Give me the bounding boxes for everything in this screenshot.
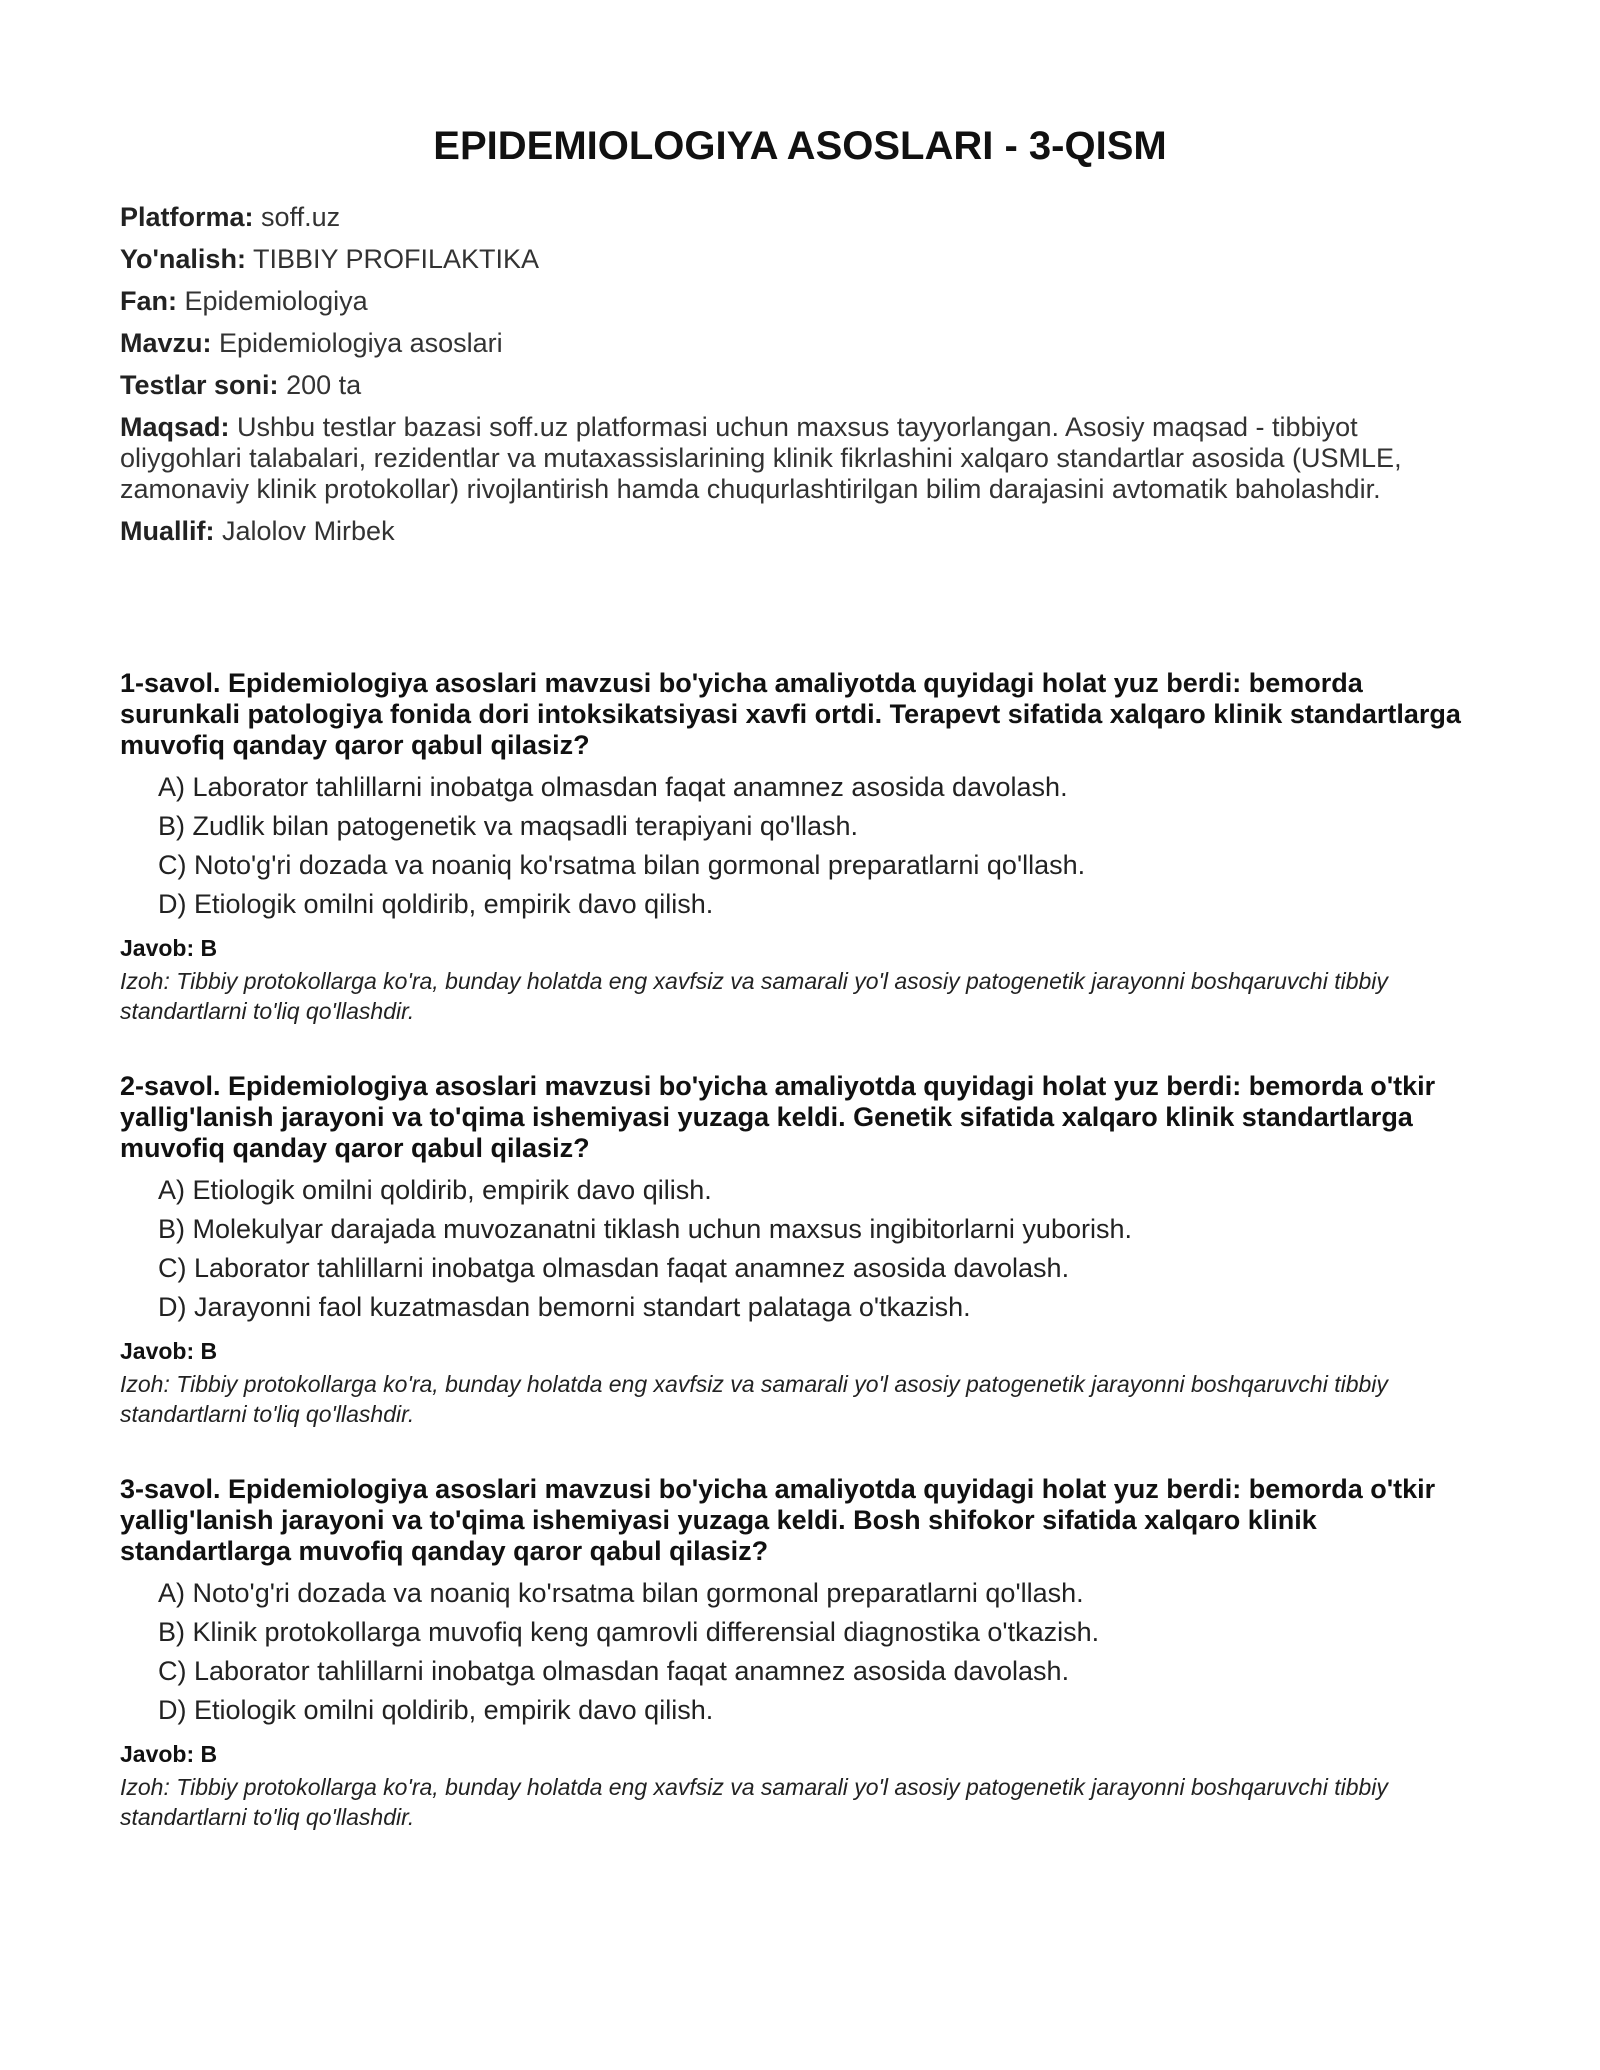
meta-platform: [120, 202, 1480, 233]
answer-explanation: Izoh: Tibbiy protokollarga ko'ra, bunday holatda eng xavfsiz va samarali yo'l asosiy patogenetik jarayonni boshqaruvchi tibbiy standartlarni to'liq qo'llashdir.: [120, 968, 1388, 1024]
option-c: C) Laborator tahlillarni inobatga olmasdan faqat anamnez asosida davolash.: [158, 1656, 1070, 1686]
meta-test-count: [120, 370, 1480, 401]
option-a: A) Etiologik omilni qoldirib, empirik davo qilish.: [158, 1175, 712, 1205]
meta-key: Testlar soni:: [120, 370, 279, 400]
option-b: B) Zudlik bilan patogenetik va maqsadli terapiyani qo'llash.: [158, 811, 859, 841]
document-metadata: [120, 202, 1480, 558]
meta-purpose: [120, 412, 1480, 505]
meta-value: Ushbu testlar bazasi soff.uz platformasi uchun maxsus tayyorlangan. Asosiy maqsad - tibbiyot oliygohlari talabalari, rezidentlar va mutaxassislarining klinik fikrlashini xalqaro standartlar asosida (USMLE, zamonaviy klinik protokollar) rivojlantirish hamda chuqurlashtirilgan bilim darajasini avtomatik baholashdir.: [120, 412, 1402, 504]
answer-explanation: Izoh: Tibbiy protokollarga ko'ra, bunday holatda eng xavfsiz va samarali yo'l asosiy patogenetik jarayonni boshqaruvchi tibbiy standartlarni to'liq qo'llashdir.: [120, 1774, 1388, 1830]
correct-answer: Javob: B: [120, 1338, 218, 1364]
meta-key: Platforma:: [120, 202, 254, 232]
meta-value: Epidemiologiya: [184, 286, 368, 316]
meta-topic: [120, 328, 1480, 359]
option-c: C) Noto'g'ri dozada va noaniq ko'rsatma bilan gormonal preparatlarni qo'llash.: [158, 850, 1086, 880]
option-d: D) Etiologik omilni qoldirib, empirik davo qilish.: [158, 1695, 714, 1725]
meta-value: soff.uz: [261, 202, 341, 232]
correct-answer: Javob: B: [120, 1741, 218, 1767]
option-b: B) Klinik protokollarga muvofiq keng qamrovli differensial diagnostika o'tkazish.: [158, 1617, 1100, 1647]
question-item: [120, 1474, 1480, 1832]
correct-answer: Javob: B: [120, 935, 218, 961]
option-b: B) Molekulyar darajada muvozanatni tiklash uchun maxsus ingibitorlarni yuborish.: [158, 1214, 1132, 1244]
meta-value: 200 ta: [286, 370, 362, 400]
option-c: C) Laborator tahlillarni inobatga olmasdan faqat anamnez asosida davolash.: [158, 1253, 1070, 1283]
meta-direction: [120, 244, 1480, 275]
question-item: [120, 668, 1480, 1026]
answer-options: [120, 1175, 1480, 1323]
answer-options: [120, 1578, 1480, 1726]
meta-key: Fan:: [120, 286, 177, 316]
meta-key: Muallif:: [120, 516, 215, 546]
question-list: [120, 668, 1480, 1877]
question-text: 2-savol. Epidemiologiya asoslari mavzusi bo'yicha amaliyotda quyidagi holat yuz berdi: bemorda o'tkir yallig'lanish jarayoni va to'qima ishemiyasi yuzaga keldi. Genetik sifatida xalqaro klinik standartlarga muvofiq qanday qaror qabul qilasiz?: [120, 1071, 1436, 1163]
meta-value: TIBBIY PROFILAKTIKA: [252, 244, 540, 274]
meta-subject: [120, 286, 1480, 317]
meta-value: Epidemiologiya asoslari: [219, 328, 503, 358]
meta-key: Mavzu:: [120, 328, 212, 358]
option-d: D) Etiologik omilni qoldirib, empirik davo qilish.: [158, 889, 714, 919]
meta-author: [120, 516, 1480, 547]
option-a: A) Noto'g'ri dozada va noaniq ko'rsatma bilan gormonal preparatlarni qo'llash.: [158, 1578, 1084, 1608]
option-a: A) Laborator tahlillarni inobatga olmasdan faqat anamnez asosida davolash.: [158, 772, 1068, 802]
question-item: [120, 1071, 1480, 1429]
answer-options: [120, 772, 1480, 920]
answer-explanation: Izoh: Tibbiy protokollarga ko'ra, bunday holatda eng xavfsiz va samarali yo'l asosiy patogenetik jarayonni boshqaruvchi tibbiy standartlarni to'liq qo'llashdir.: [120, 1371, 1388, 1427]
question-text: 1-savol. Epidemiologiya asoslari mavzusi bo'yicha amaliyotda quyidagi holat yuz berdi: bemorda surunkali patologiya fonida dori intoksikatsiyasi xavfi ortdi. Terapevt sifatida xalqaro klinik standartlarga muvofiq qanday qaror qabul qilasiz?: [120, 668, 1461, 760]
meta-key: Maqsad:: [120, 412, 230, 442]
option-d: D) Jarayonni faol kuzatmasdan bemorni standart palataga o'tkazish.: [158, 1292, 971, 1322]
question-text: 3-savol. Epidemiologiya asoslari mavzusi bo'yicha amaliyotda quyidagi holat yuz berdi: bemorda o'tkir yallig'lanish jarayoni va to'qima ishemiyasi yuzaga keldi. Bosh shifokor sifatida xalqaro klinik standartlarga muvofiq qanday qaror qabul qilasiz?: [120, 1474, 1436, 1566]
meta-key: Yo'nalish:: [120, 244, 246, 274]
page-title: EPIDEMIOLOGIYA ASOSLARI - 3-QISM: [433, 124, 1167, 168]
meta-value: Jalolov Mirbek: [222, 516, 395, 546]
